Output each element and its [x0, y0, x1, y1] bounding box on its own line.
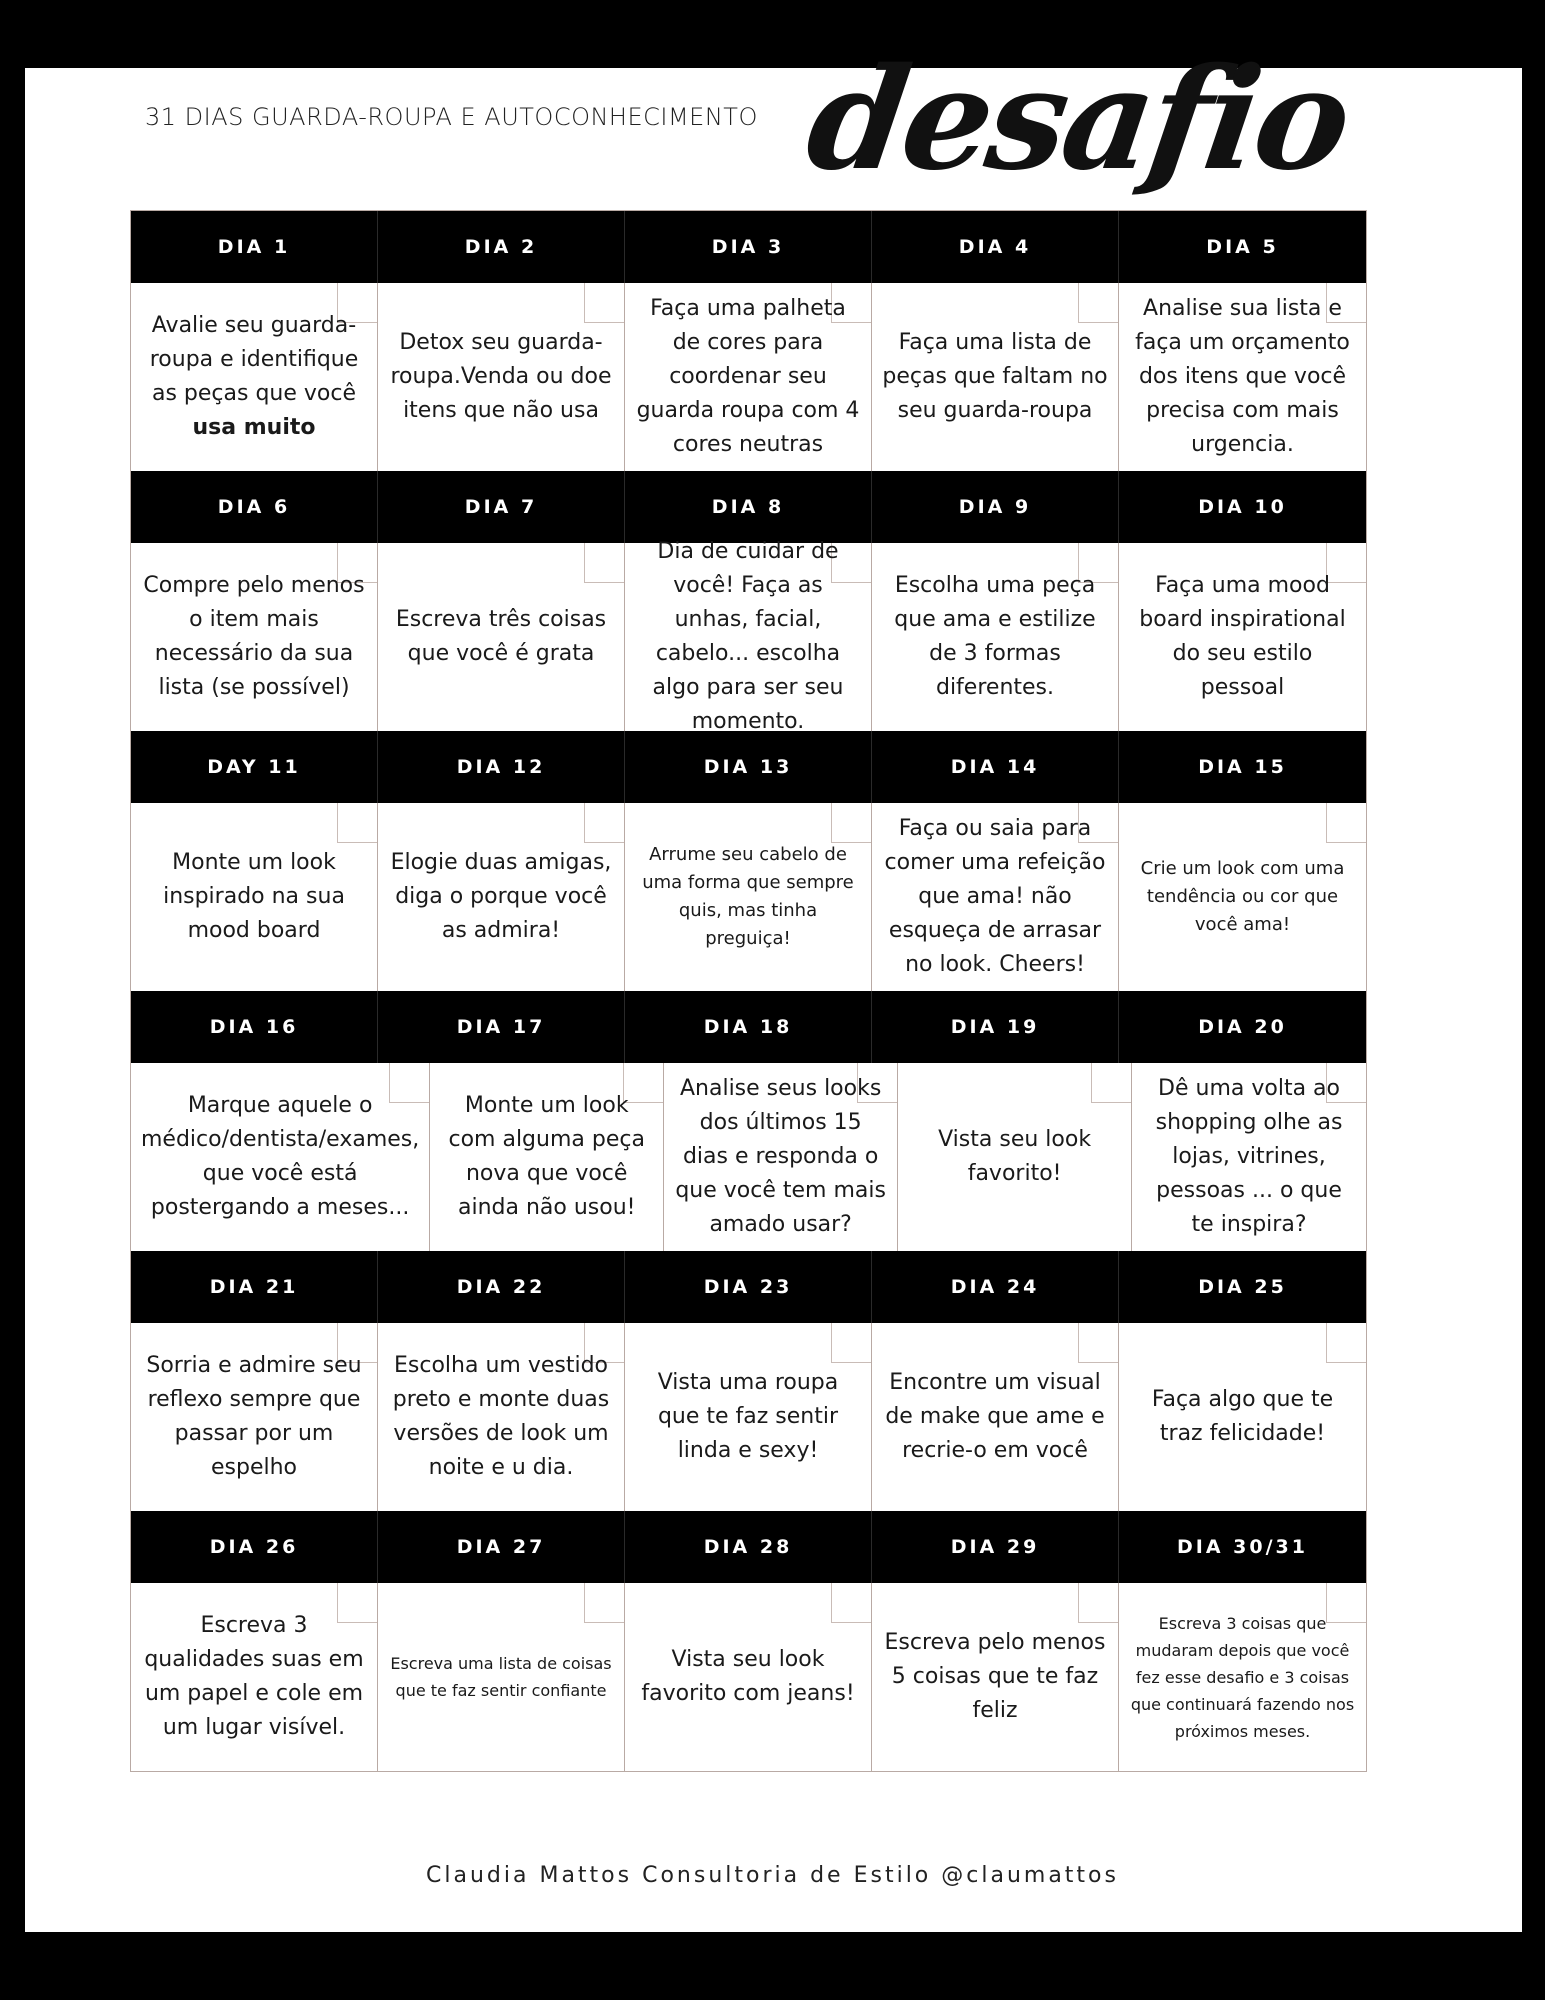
day-label: DIA 20: [1198, 1016, 1287, 1038]
day-task-text: [388, 603, 614, 671]
day-task-text: [882, 1366, 1108, 1468]
day-label: DIA 25: [1198, 1276, 1287, 1298]
checkbox-square[interactable]: [831, 803, 871, 843]
day-label: DIA 29: [872, 1511, 1119, 1583]
task-text: Monte um look inspirado na sua mood board: [163, 850, 345, 943]
day-task-text: [635, 1366, 861, 1468]
task-text: Escreva uma lista de coisas que te faz sentir confiante: [390, 1654, 612, 1700]
checkbox-square[interactable]: [831, 1583, 871, 1623]
task-text: Dia de cuidar de você! Faça as unhas, facial, cabelo... escolha algo para ser seu momento.: [652, 539, 844, 734]
week-tasks-row: [131, 1583, 1366, 1771]
day-task-cell: [898, 1063, 1132, 1251]
day-task-text: [1129, 569, 1356, 705]
task-text: Compre pelo menos o item mais necessário da sua lista (se possível): [143, 573, 365, 700]
day-task-cell: [378, 1583, 625, 1771]
day-task-text: [141, 1349, 367, 1485]
checkbox-square[interactable]: [337, 803, 377, 843]
day-task-text: [882, 1626, 1108, 1728]
day-task-text: [388, 846, 614, 948]
day-task-cell: [625, 1583, 872, 1771]
day-task-text: [674, 1072, 887, 1242]
day-task-cell: [131, 803, 378, 991]
footer-credit: Claudia Mattos Consultoria de Estilo @claumattos: [426, 1863, 1119, 1888]
day-task-text: [388, 326, 614, 428]
day-task-text: [908, 1123, 1121, 1191]
task-text: Crie um look com uma tendência ou cor que você ama!: [1140, 858, 1345, 935]
day-task-cell: [625, 539, 872, 734]
task-text: Faça uma lista de peças que faltam no seu guarda-roupa: [882, 330, 1108, 423]
day-label: DIA 6: [131, 471, 378, 543]
checkbox-square[interactable]: [584, 543, 624, 583]
day-task-text: [440, 1089, 653, 1225]
day-task-text: [635, 292, 861, 462]
task-text: Escolha um vestido preto e monte duas versões de look um noite e u dia.: [392, 1353, 610, 1480]
task-text: Vista seu look favorito com jeans!: [641, 1647, 855, 1706]
day-label: DIA 19: [872, 991, 1119, 1063]
task-text: Sorria e admire seu reflexo sempre que passar por um espelho: [146, 1353, 362, 1480]
task-text: Monte um look com alguma peça nova que você ainda não usou!: [448, 1093, 645, 1220]
task-text: Encontre um visual de make que ame e recrie-o em você: [885, 1370, 1105, 1463]
task-text: Arrume seu cabelo de uma forma que sempre quis, mas tinha preguiça!: [642, 844, 854, 949]
day-label: DIA 2: [378, 211, 625, 283]
checkbox-square[interactable]: [1078, 1323, 1118, 1363]
checkbox-square[interactable]: [1091, 1063, 1131, 1103]
day-label: DIA 23: [625, 1251, 872, 1323]
challenge-title: desafio: [798, 38, 1357, 202]
week-tasks-row: [131, 539, 1366, 734]
day-task-cell: [625, 803, 872, 991]
day-label: DIA 18: [625, 991, 872, 1063]
day-task-text: [388, 1650, 614, 1704]
week-header-row: [131, 211, 1366, 283]
checkbox-square[interactable]: [831, 1323, 871, 1363]
checkbox-square[interactable]: [1326, 1323, 1366, 1363]
day-task-cell: [625, 283, 872, 471]
day-task-text: [141, 846, 367, 948]
task-emphasis: usa muito: [192, 415, 316, 440]
day-label: DIA 27: [378, 1511, 625, 1583]
day-task-text: [141, 569, 367, 705]
task-text: Faça ou saia para comer uma refeição que ama! não esqueça de arrasar no look. Cheers!: [884, 816, 1106, 977]
task-text: Elogie duas amigas, diga o porque você as admira!: [390, 850, 612, 943]
day-label: DIA 5: [1206, 236, 1279, 258]
task-text: Faça uma palheta de cores para coordenar seu guarda roupa com 4 cores neutras: [636, 296, 860, 457]
challenge-calendar: [130, 210, 1367, 1772]
checkbox-square[interactable]: [584, 283, 624, 323]
day-label: DIA 13: [625, 731, 872, 803]
day-task-text: [635, 1643, 861, 1711]
day-task-cell: [1119, 543, 1366, 731]
day-task-cell: [872, 803, 1119, 991]
day-label: DIA 9: [872, 471, 1119, 543]
task-text: Analise seus looks dos últimos 15 dias e responda o que você tem mais amado usar?: [675, 1076, 886, 1237]
task-text: Escolha uma peça que ama e estilize de 3 formas diferentes.: [894, 573, 1096, 700]
day-task-cell: [1132, 1063, 1366, 1251]
week-tasks-row: [131, 803, 1366, 991]
week-header-row: [131, 1251, 1366, 1323]
task-text: Avalie seu guarda-roupa e identifique as peças que você: [149, 313, 359, 406]
day-label: DIA 8: [625, 471, 872, 543]
day-label: DIA 21: [131, 1251, 378, 1323]
day-task-text: [882, 326, 1108, 428]
week-tasks-row: [131, 1063, 1366, 1251]
task-text: Escreva três coisas que você é grata: [395, 607, 607, 666]
checkbox-square[interactable]: [1078, 283, 1118, 323]
day-task-cell: [1119, 1323, 1366, 1511]
week-header-row: [131, 731, 1366, 803]
day-task-cell: [430, 1063, 664, 1251]
day-task-text: [1129, 1610, 1356, 1745]
day-task-text: [635, 535, 861, 739]
day-label: DIA 15: [1198, 756, 1287, 778]
day-task-cell: [625, 1323, 872, 1511]
day-task-text: [882, 569, 1108, 705]
day-label: DIA 30/31: [1177, 1536, 1308, 1558]
task-text: Escreva pelo menos 5 coisas que te faz feliz: [884, 1630, 1106, 1723]
week-header-row: [131, 991, 1366, 1063]
task-text: Detox seu guarda-roupa.Venda ou doe itens que não usa: [390, 330, 612, 423]
week-header-row: [131, 471, 1366, 543]
day-task-cell: [131, 1063, 430, 1251]
task-text: Vista seu look favorito!: [938, 1127, 1092, 1186]
day-task-text: [141, 309, 367, 445]
week-header-row: [131, 1511, 1366, 1583]
day-task-cell: [872, 543, 1119, 731]
day-task-cell: [872, 1583, 1119, 1771]
day-task-cell: [378, 283, 625, 471]
task-text: Faça uma mood board inspirational do seu estilo pessoal: [1139, 573, 1346, 700]
day-label: DIA 7: [378, 471, 625, 543]
day-task-text: [1129, 1383, 1356, 1451]
week-tasks-row: [131, 283, 1366, 471]
task-text: Dê uma volta ao shopping olhe as lojas, vitrines, pessoas ... o que te inspira?: [1155, 1076, 1343, 1237]
day-task-cell: [131, 283, 378, 471]
day-task-cell: [664, 1063, 898, 1251]
day-label: DIA 1: [131, 211, 378, 283]
day-label: DAY 11: [131, 731, 378, 803]
day-label: DIA 3: [625, 211, 872, 283]
day-task-cell: [378, 543, 625, 731]
day-label: DIA 22: [378, 1251, 625, 1323]
day-task-cell: [872, 1323, 1119, 1511]
checkbox-square[interactable]: [1078, 1583, 1118, 1623]
day-task-cell: [1119, 283, 1366, 471]
checkbox-square[interactable]: [1326, 803, 1366, 843]
day-task-cell: [378, 1323, 625, 1511]
day-task-cell: [131, 543, 378, 731]
task-text: Escreva 3 qualidades suas em um papel e cole em um lugar visível.: [144, 1613, 364, 1740]
day-task-cell: [1119, 803, 1366, 991]
task-text: Analise sua lista e faça um orçamento dos itens que você precisa com mais urgencia.: [1135, 296, 1350, 457]
day-label: DIA 28: [625, 1511, 872, 1583]
day-task-cell: [1119, 1583, 1366, 1771]
checkbox-square[interactable]: [584, 1583, 624, 1623]
day-task-cell: [378, 803, 625, 991]
day-task-text: [141, 1609, 367, 1745]
day-task-text: [141, 1089, 419, 1225]
checkbox-square[interactable]: [584, 803, 624, 843]
day-label: DIA 14: [872, 731, 1119, 803]
day-task-cell: [872, 283, 1119, 471]
task-text: Marque aquele o médico/dentista/exames, que você está postergando a meses...: [141, 1093, 420, 1220]
day-task-text: [635, 841, 861, 953]
task-text: Escreva 3 coisas que mudaram depois que você fez esse desafio e 3 coisas que continuará fazendo nos próximos meses.: [1130, 1613, 1355, 1741]
week-tasks-row: [131, 1323, 1366, 1511]
task-text: Vista uma roupa que te faz sentir linda e sexy!: [657, 1370, 839, 1463]
challenge-subtitle: 31 DIAS GUARDA-ROUPA E AUTOCONHECIMENTO: [145, 103, 758, 131]
day-label: DIA 24: [872, 1251, 1119, 1323]
day-task-text: [1129, 292, 1356, 462]
day-task-text: [882, 812, 1108, 982]
day-label: DIA 26: [131, 1511, 378, 1583]
task-text: Faça algo que te traz felicidade!: [1151, 1387, 1334, 1446]
day-label: DIA 10: [1198, 496, 1287, 518]
day-label: DIA 16: [131, 991, 378, 1063]
day-label: DIA 4: [872, 211, 1119, 283]
day-task-cell: [131, 1323, 378, 1511]
day-label: DIA 17: [378, 991, 625, 1063]
day-task-text: [1142, 1072, 1356, 1242]
day-task-cell: [131, 1583, 378, 1771]
day-task-text: [388, 1349, 614, 1485]
day-label: DIA 12: [378, 731, 625, 803]
day-task-text: [1129, 855, 1356, 939]
